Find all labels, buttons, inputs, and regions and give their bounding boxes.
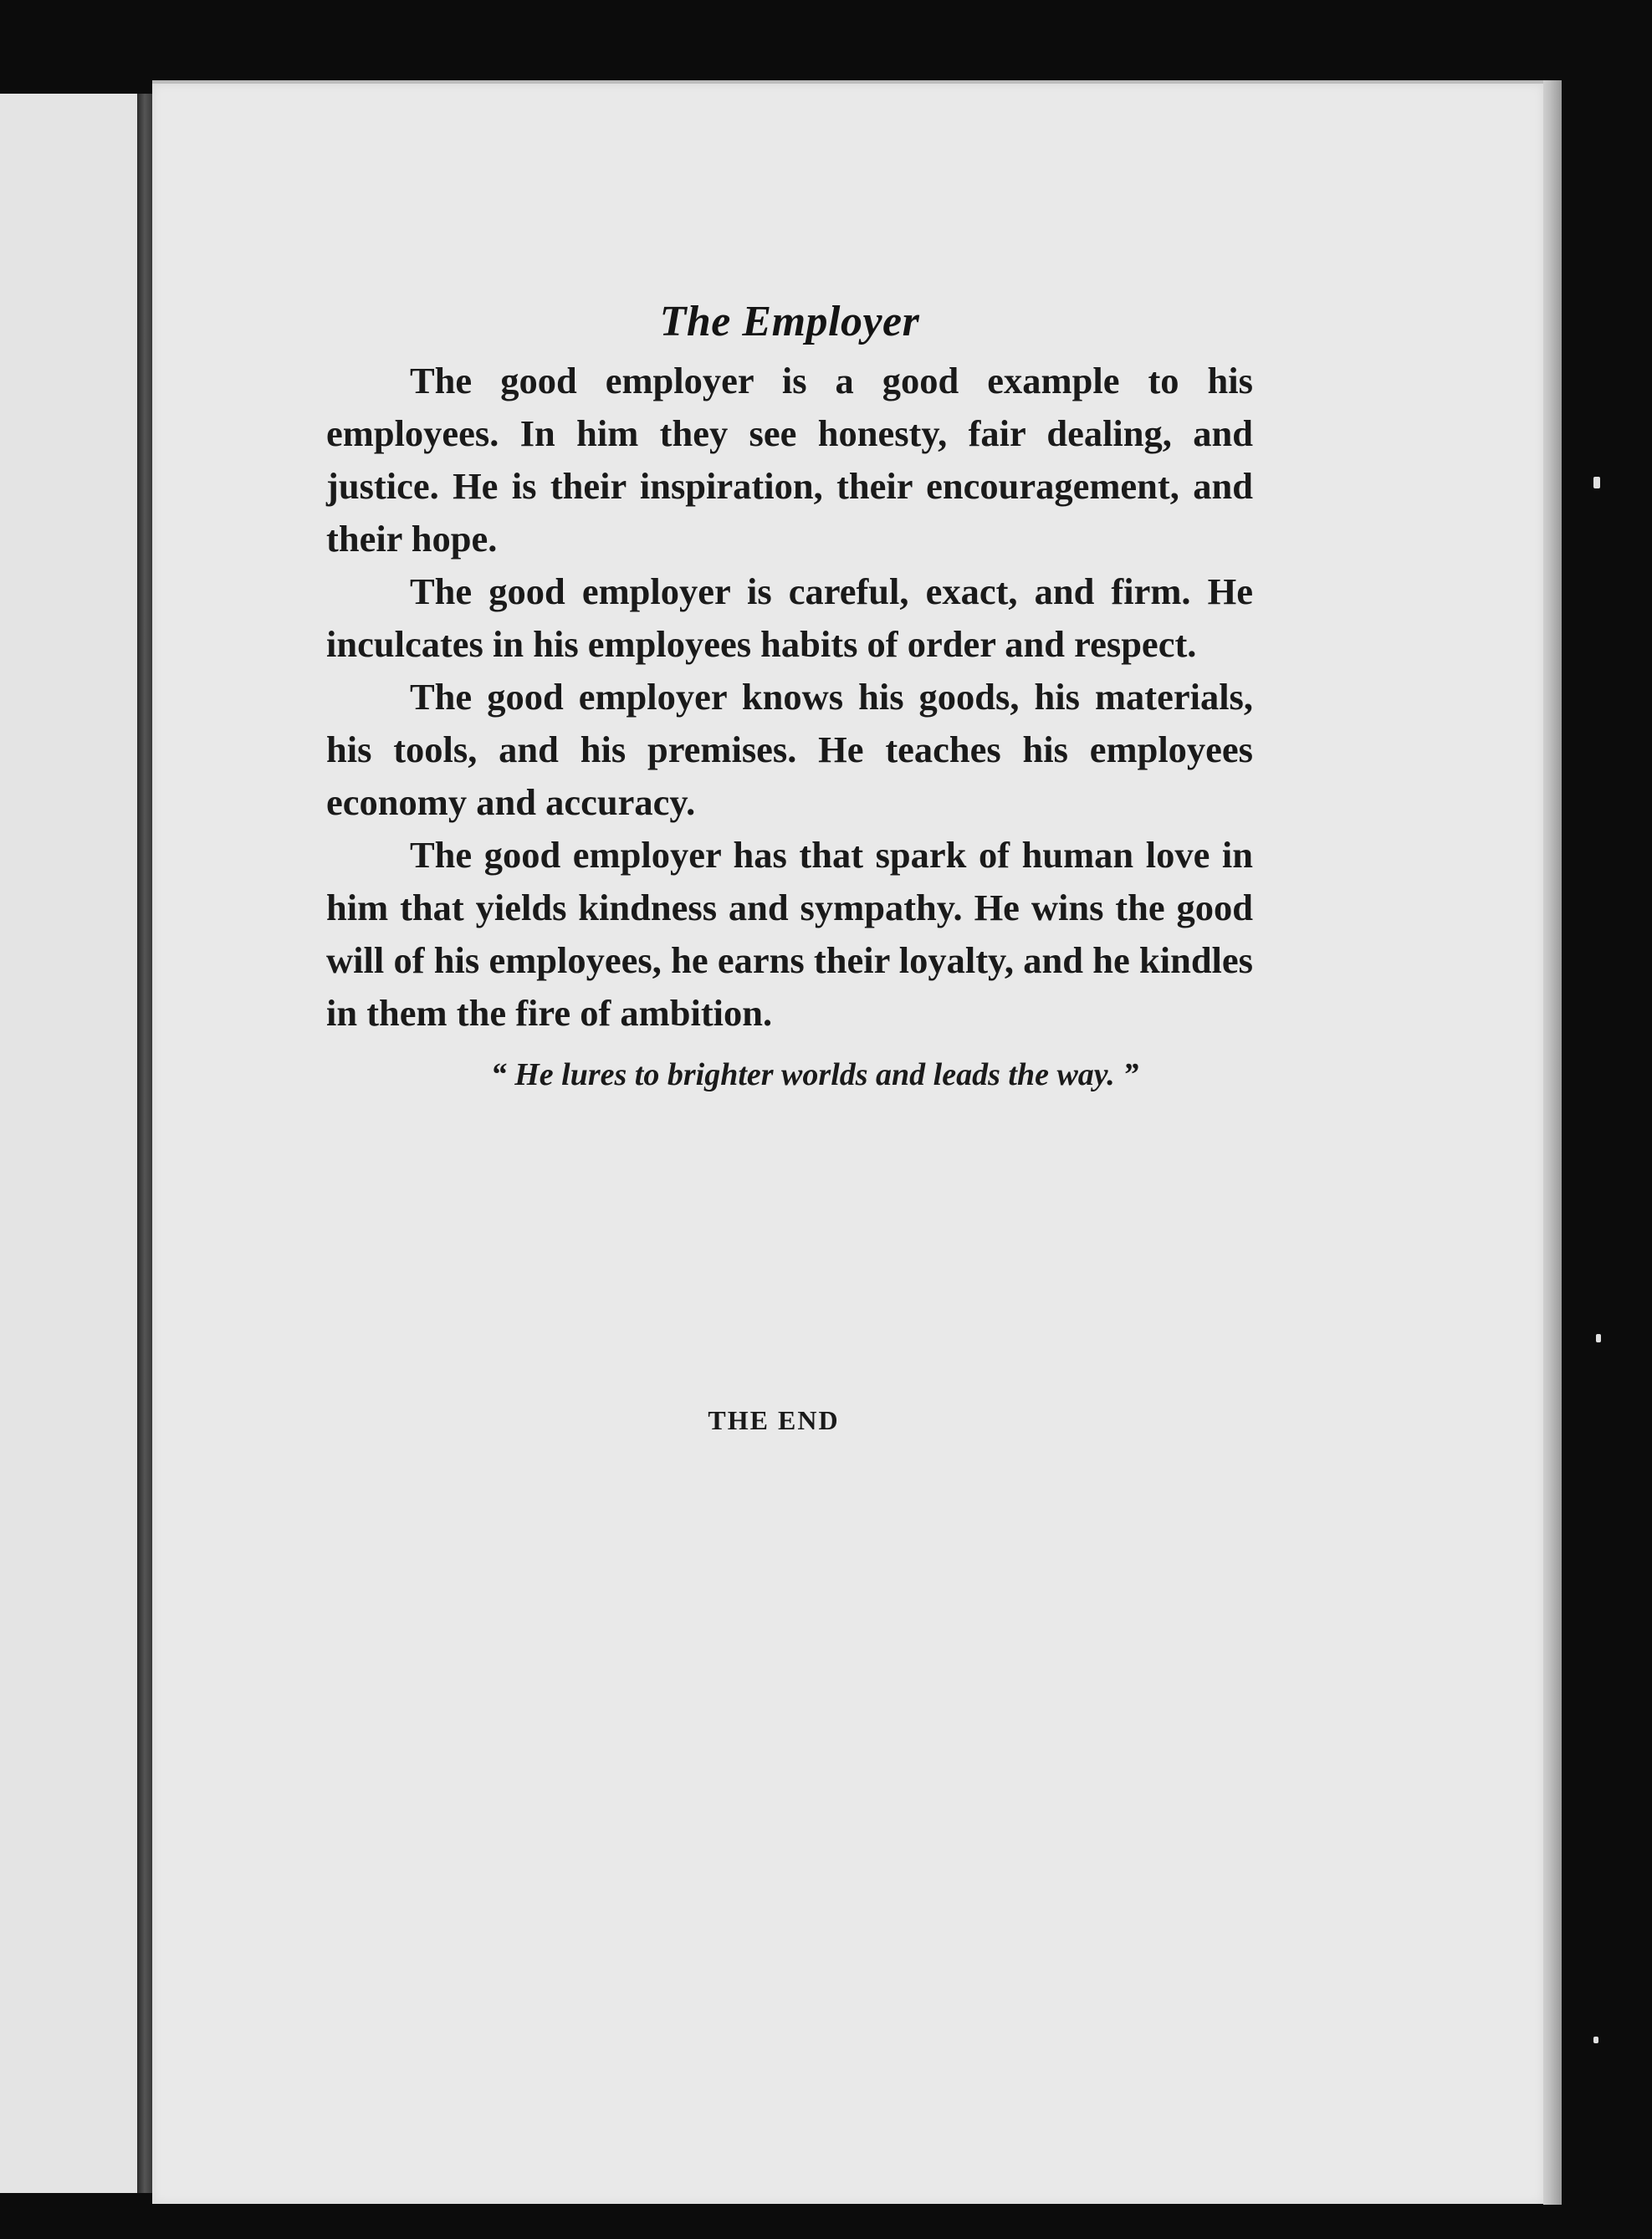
chapter-title: The Employer — [659, 298, 920, 345]
paragraph-4: The good employer has that spark of human love in him that yields kindness and sympathy. He wins the good will of his employees, he earns their loyalty, and he kindles in them the fire of ambition. — [326, 834, 1253, 1034]
paragraph-2: The good employer is careful, exact, and firm. He inculcates in his employees habits of order and respect. — [326, 570, 1253, 665]
page-content — [326, 297, 1253, 1093]
scan-artifact — [1596, 1334, 1601, 1342]
scan-artifact — [1593, 2037, 1598, 2043]
book-gutter — [137, 94, 152, 2193]
closing-quote: “ He lures to brighter worlds and leads the way. ” — [490, 1057, 1139, 1092]
page-right-edge — [1543, 80, 1562, 2205]
scan-artifact — [1593, 477, 1600, 488]
paragraph-1: The good employer is a good example to his employees. In him they see honesty, fair dealing, and justice. He is their inspiration, their encouragement, and their hope. — [326, 360, 1253, 560]
previous-page-edge — [0, 94, 142, 2193]
the-end-label: THE END — [708, 1405, 840, 1435]
paragraph-3: The good employer knows his goods, his materials, his tools, and his premises. He teaches his employees economy and accuracy. — [326, 676, 1253, 823]
